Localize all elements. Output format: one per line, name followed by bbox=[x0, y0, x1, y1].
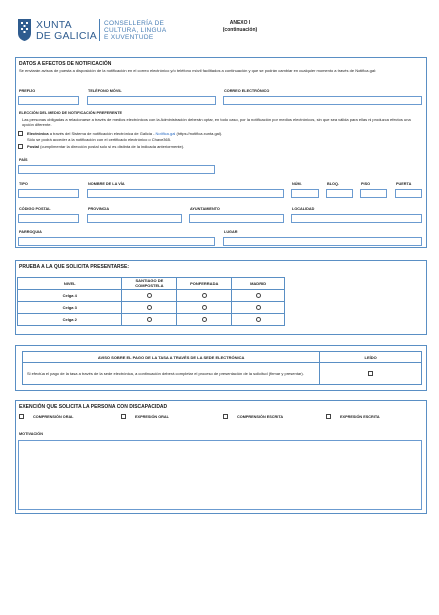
label-via: NOMBRE DE LA VÍA bbox=[88, 182, 125, 186]
label-localidad: LOCALIDAD bbox=[292, 207, 315, 211]
via-input[interactable] bbox=[87, 189, 284, 198]
leido-cell bbox=[320, 363, 422, 385]
aviso-body-row bbox=[23, 363, 422, 385]
electronica-text: a través del Sistema de notificación electrónica de Galicia - bbox=[48, 131, 156, 136]
label-movil: TELÉFONO MÓVIL bbox=[88, 89, 122, 93]
localidad-input[interactable] bbox=[291, 214, 422, 223]
anexo-heading bbox=[210, 20, 270, 34]
col-madrid: MADRID bbox=[232, 278, 285, 290]
radio-celga3-madrid[interactable] bbox=[256, 305, 261, 310]
expresion-escrita-label: EXPRESIÓN ESCRITA bbox=[340, 415, 380, 419]
label-provincia: PROVINCIA bbox=[88, 207, 110, 211]
piso-input[interactable] bbox=[360, 189, 387, 198]
radio-cell bbox=[232, 314, 285, 326]
comprension-oral-checkbox[interactable] bbox=[19, 414, 24, 419]
postal-checkbox[interactable] bbox=[18, 144, 23, 149]
conselleria-line3: E XUVENTUDE bbox=[104, 34, 154, 41]
anexo-subtitle: (continuación) bbox=[222, 27, 258, 33]
radio-cell bbox=[177, 302, 232, 314]
radio-celga2-ponferrada[interactable] bbox=[202, 317, 207, 322]
electronica-option bbox=[27, 131, 422, 136]
nivel-celga4: Celga 4 bbox=[18, 290, 122, 302]
header-divider bbox=[99, 19, 100, 41]
col-nivel: NIVEL bbox=[18, 278, 122, 290]
postal-option bbox=[27, 144, 422, 149]
bloq-input[interactable] bbox=[326, 189, 353, 198]
tipo-input[interactable] bbox=[18, 189, 79, 198]
electronica-note: Sólo se podrá acceder a la notificación con el certificado electrónico o Chave365. bbox=[27, 137, 172, 142]
label-prefijo: PREFIJO bbox=[19, 89, 36, 93]
aviso-table bbox=[22, 351, 422, 385]
leido-header: LEÍDO bbox=[320, 352, 422, 363]
aviso-title: AVISO SOBRE EL PAGO DE LA TASA A TRAVÉS DE LA SEDE ELECTRÓNICA bbox=[23, 352, 320, 363]
movil-input[interactable] bbox=[87, 96, 216, 105]
electronica-label: Electrónica bbox=[27, 131, 49, 136]
label-ayuntamiento: AYUNTAMIENTO bbox=[190, 207, 220, 211]
comprension-oral-label: COMPRENSIÓN ORAL bbox=[33, 415, 74, 419]
conselleria-name bbox=[104, 20, 167, 41]
electronica-checkbox[interactable] bbox=[18, 131, 23, 136]
label-cp: CÓDIGO POSTAL bbox=[19, 207, 51, 211]
medio-text: Las personas obligadas a relacionarse a través de medios electrónicos con la Administración deberán optar, en todo caso, por la notificación por medios electrónicos, sin que sea válida para ellas ni produzca efectos una opción diferente. bbox=[22, 117, 411, 127]
postal-text: (cumplimentar la dirección postal solo si es distinta de la indicada anteriormente). bbox=[39, 144, 185, 149]
radio-celga4-santiago[interactable] bbox=[147, 293, 152, 298]
aviso-header-row bbox=[23, 352, 422, 363]
lugar-input[interactable] bbox=[223, 237, 422, 246]
aviso-text: Si efectúa el pago de la tasa a través de la sede electrónica, a continuación deberá completar el proceso de presentación de la solicitud (firmar y presentar). bbox=[23, 363, 320, 385]
radio-cell bbox=[122, 302, 177, 314]
prueba-title: PRUEBA A LA QUE SOLICITA PRESENTARSE: bbox=[19, 264, 130, 270]
parroquia-input[interactable] bbox=[18, 237, 215, 246]
table-row bbox=[18, 290, 285, 302]
brand-name bbox=[36, 20, 97, 42]
brand-line2: DE GALICIA bbox=[36, 30, 97, 42]
email-input[interactable] bbox=[223, 96, 422, 105]
expresion-oral-checkbox[interactable] bbox=[121, 414, 126, 419]
electronica-url: (https://notifica.xunta.gal). bbox=[175, 131, 223, 136]
cp-input[interactable] bbox=[18, 214, 79, 223]
anexo-title: ANEXO I bbox=[229, 20, 251, 26]
radio-celga4-madrid[interactable] bbox=[256, 293, 261, 298]
notificacion-intro: Se enviarán avisos de puesta a disposición de la notificación en el correo electrónico y/o teléfono móvil facilitados a continuación y que se podrán cambiar en cualquier momento a través de Notifica.gal: bbox=[19, 68, 377, 73]
motivacion-label: MOTIVACIÓN bbox=[19, 432, 43, 436]
prueba-header-row bbox=[18, 278, 285, 290]
radio-cell bbox=[122, 314, 177, 326]
provincia-input[interactable] bbox=[87, 214, 182, 223]
radio-celga2-santiago[interactable] bbox=[147, 317, 152, 322]
postal-label: Postal bbox=[27, 144, 40, 149]
label-num: NÚM. bbox=[292, 182, 302, 186]
radio-cell bbox=[232, 302, 285, 314]
radio-cell bbox=[232, 290, 285, 302]
brand-line1: XUNTA bbox=[36, 19, 72, 31]
comprension-escrita-label: COMPRENSIÓN ESCRITA bbox=[237, 415, 284, 419]
xunta-logo-icon bbox=[16, 17, 33, 43]
medio-title: ELECCIÓN DEL MEDIO DE NOTIFICACIÓN PREFERENTE bbox=[19, 111, 123, 115]
expresion-escrita-checkbox[interactable] bbox=[326, 414, 331, 419]
col-ponferrada: PONFERRADA bbox=[177, 278, 232, 290]
notificacion-title: DATOS A EFECTOS DE NOTIFICACIÓN bbox=[19, 61, 112, 67]
label-puerta: PUERTA bbox=[396, 182, 412, 186]
label-bloq: BLOQ. bbox=[327, 182, 340, 186]
puerta-input[interactable] bbox=[395, 189, 422, 198]
prueba-table bbox=[17, 277, 285, 326]
notifica-link[interactable]: Notifica.gal bbox=[155, 131, 176, 136]
radio-cell bbox=[122, 290, 177, 302]
col-santiago: SANTIAGO DE COMPOSTELA bbox=[122, 278, 177, 290]
leido-checkbox[interactable] bbox=[368, 371, 373, 376]
radio-celga3-ponferrada[interactable] bbox=[202, 305, 207, 310]
radio-celga3-santiago[interactable] bbox=[147, 305, 152, 310]
radio-cell bbox=[177, 290, 232, 302]
table-row bbox=[18, 314, 285, 326]
radio-cell bbox=[177, 314, 232, 326]
nivel-celga2: Celga 2 bbox=[18, 314, 122, 326]
exencion-title: EXENCIÓN QUE SOLICITA LA PERSONA CON DISCAPACIDAD bbox=[19, 404, 168, 410]
pais-input[interactable] bbox=[18, 165, 215, 174]
expresion-oral-label: EXPRESIÓN ORAL bbox=[135, 415, 169, 419]
comprension-escrita-checkbox[interactable] bbox=[223, 414, 228, 419]
num-input[interactable] bbox=[291, 189, 319, 198]
label-lugar: LUGAR bbox=[224, 230, 238, 234]
label-pais: PAÍS bbox=[19, 158, 28, 162]
prefijo-input[interactable] bbox=[18, 96, 79, 105]
label-piso: PISO bbox=[361, 182, 371, 186]
table-row bbox=[18, 302, 285, 314]
label-parroquia: PARROQUIA bbox=[19, 230, 42, 234]
label-email: CORREO ELECTRÓNICO bbox=[224, 89, 270, 93]
motivacion-textarea[interactable] bbox=[18, 440, 422, 510]
radio-celga2-madrid[interactable] bbox=[256, 317, 261, 322]
nivel-celga3: Celga 3 bbox=[18, 302, 122, 314]
label-tipo: TIPO bbox=[19, 182, 28, 186]
ayuntamiento-input[interactable] bbox=[189, 214, 284, 223]
conselleria-line1: CONSELLERÍA DE bbox=[104, 20, 165, 27]
radio-celga4-ponferrada[interactable] bbox=[202, 293, 207, 298]
conselleria-line2: CULTURA, LINGUA bbox=[104, 27, 167, 34]
